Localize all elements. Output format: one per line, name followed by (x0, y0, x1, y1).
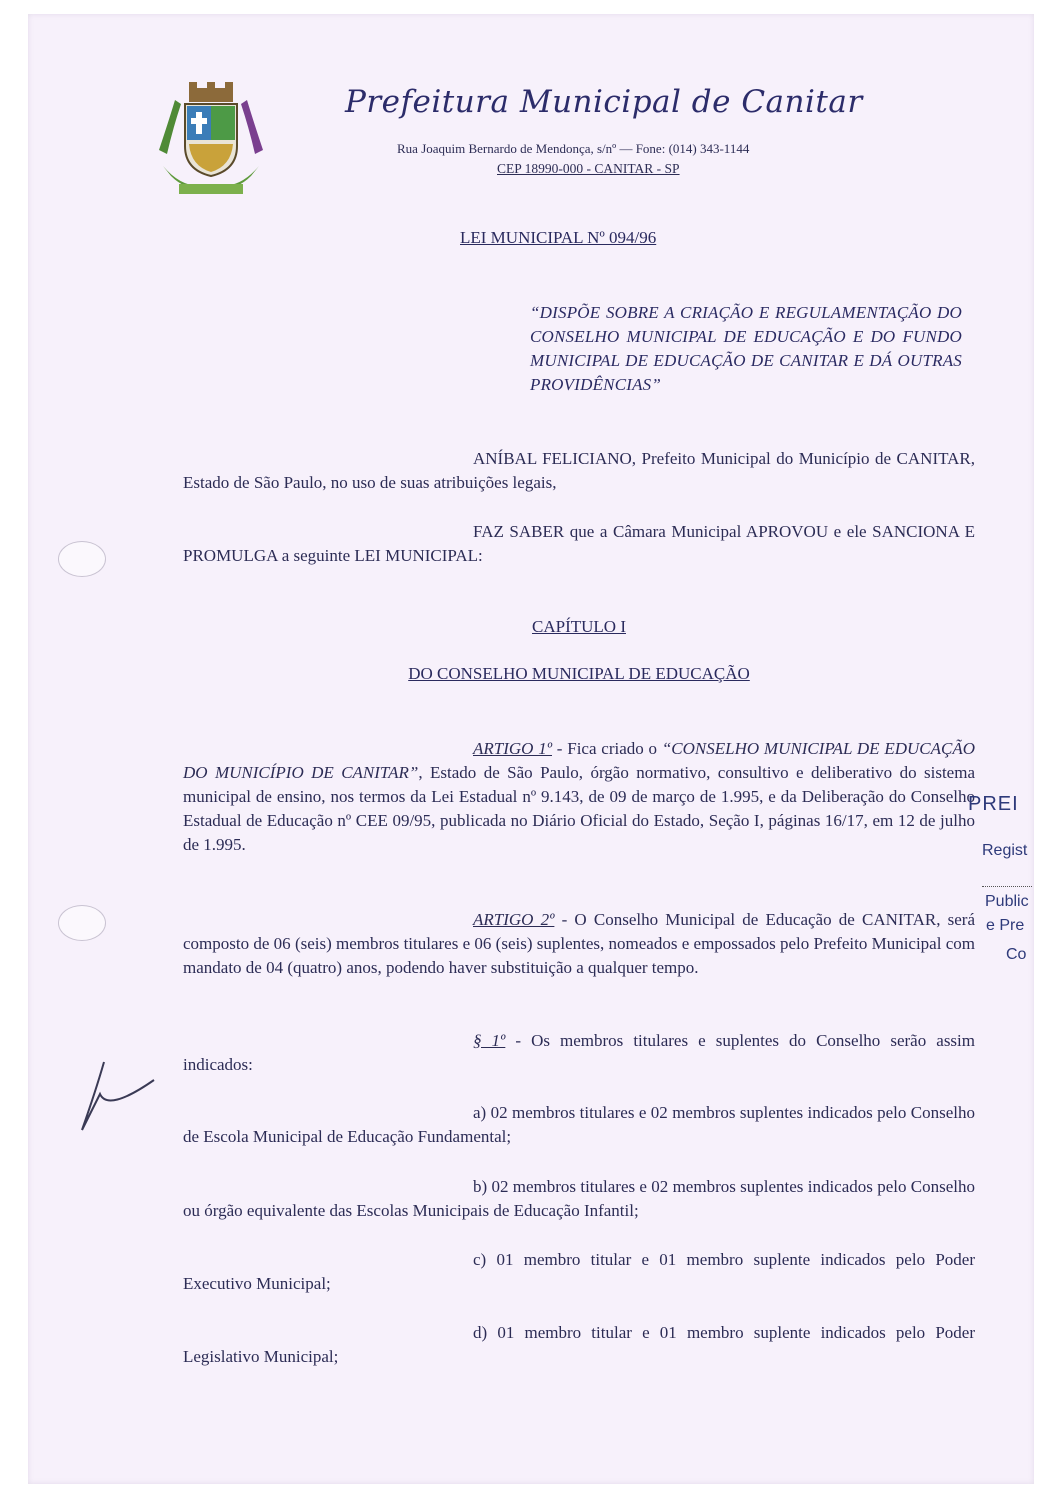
article-2 (183, 908, 975, 980)
header-title: Prefeitura Municipal de Canitar (345, 84, 863, 120)
side-stamp-line-5: Co (1006, 946, 1027, 963)
chapter-label: CAPÍTULO I (532, 617, 626, 636)
handwritten-initial (70, 1050, 170, 1150)
chapter-title (183, 664, 975, 684)
list-item-d: d) 01 membro titular e 01 membro suplente indicados pelo Poder Legislativo Municipal; (183, 1323, 975, 1366)
list-item-c: c) 01 membro titular e 01 membro suplente indicados pelo Poder Executivo Municipal; (183, 1250, 975, 1293)
article-1-lead: - Fica criado o (552, 739, 662, 758)
list-item-b: b) 02 membros titulares e 02 membros suplentes indicados pelo Conselho ou órgão equivalente das Escolas Municipais de Educação Infantil; (183, 1177, 975, 1220)
article-2-label: ARTIGO 2º (473, 910, 555, 929)
side-stamp-line-4: e Pre (986, 917, 1025, 934)
paragraph-1 (183, 1029, 975, 1077)
side-stamp-line-2: Regist (982, 842, 1028, 859)
punch-hole-bottom (58, 905, 106, 941)
chapter-title-text: DO CONSELHO MUNICIPAL DE EDUCAÇÃO (408, 664, 750, 683)
law-ementa: “DISPÕE SOBRE A CRIAÇÃO E REGULAMENTAÇÃO DO CONSELHO MUNICIPAL DE EDUCAÇÃO E DO FUNDO MUNICIPAL DE EDUCAÇÃO DE CANITAR E DÁ OUTRAS PROVIDÊNCIAS” (530, 303, 962, 394)
paragraph-1-label: § 1º (473, 1031, 506, 1050)
punch-hole-top (58, 541, 106, 577)
side-stamp-line-3: Public (985, 893, 1029, 910)
list-item-a: a) 02 membros titulares e 02 membros suplentes indicados pelo Conselho de Escola Municipal de Educação Fundamental; (183, 1103, 975, 1146)
law-number: LEI MUNICIPAL Nº 094/96 (460, 228, 657, 247)
article-1-council-name: “CONSELHO MUNICIPAL DE EDUCAÇÃO DO MUNICÍPIO DE CANITAR” (183, 739, 975, 782)
side-stamp-line-1: PREI (968, 793, 1019, 815)
paragraph-1-text: - Os membros titulares e suplentes do Conselho serão assim indicados: (183, 1031, 975, 1074)
article-1-label: ARTIGO 1º (473, 739, 552, 758)
municipal-coat-of-arms (155, 80, 267, 200)
header-cep: CEP 18990-000 - CANITAR - SP (497, 161, 680, 176)
chapter-heading (183, 617, 975, 637)
article-1-text: , Estado de São Paulo, órgão normativo, consultivo e deliberativo do sistema municipal de ensino, nos termos da Lei Estadual nº 9.143, de 09 de março de 1.995, e da Deliberação do Conselho Estadual de Educação nº CEE 09/95, publicada no Diário Oficial do Estado, Seção I, páginas 16/17, em 12 de julho de 1.995. (183, 763, 975, 854)
article-1 (183, 737, 975, 857)
article-2-text: - O Conselho Municipal de Educação de CANITAR, será composto de 06 (seis) membros titulares e 06 (seis) suplentes, nomeados e empossados pelo Prefeito Municipal com mandato de 04 (quatro) anos, podendo haver substituição a qualquer tempo. (183, 910, 975, 977)
intro-paragraph: ANÍBAL FELICIANO, Prefeito Municipal do Município de CANITAR, Estado de São Paulo, no uso de suas atribuições legais, (183, 449, 975, 492)
header-address: Rua Joaquim Bernardo de Mendonça, s/nº — Fone: (014) 343-1144 (397, 141, 750, 156)
side-stamp-divider (982, 886, 1032, 887)
faz-saber-paragraph: FAZ SABER que a Câmara Municipal APROVOU e ele SANCIONA E PROMULGA a seguinte LEI MUNICIPAL: (183, 522, 975, 565)
